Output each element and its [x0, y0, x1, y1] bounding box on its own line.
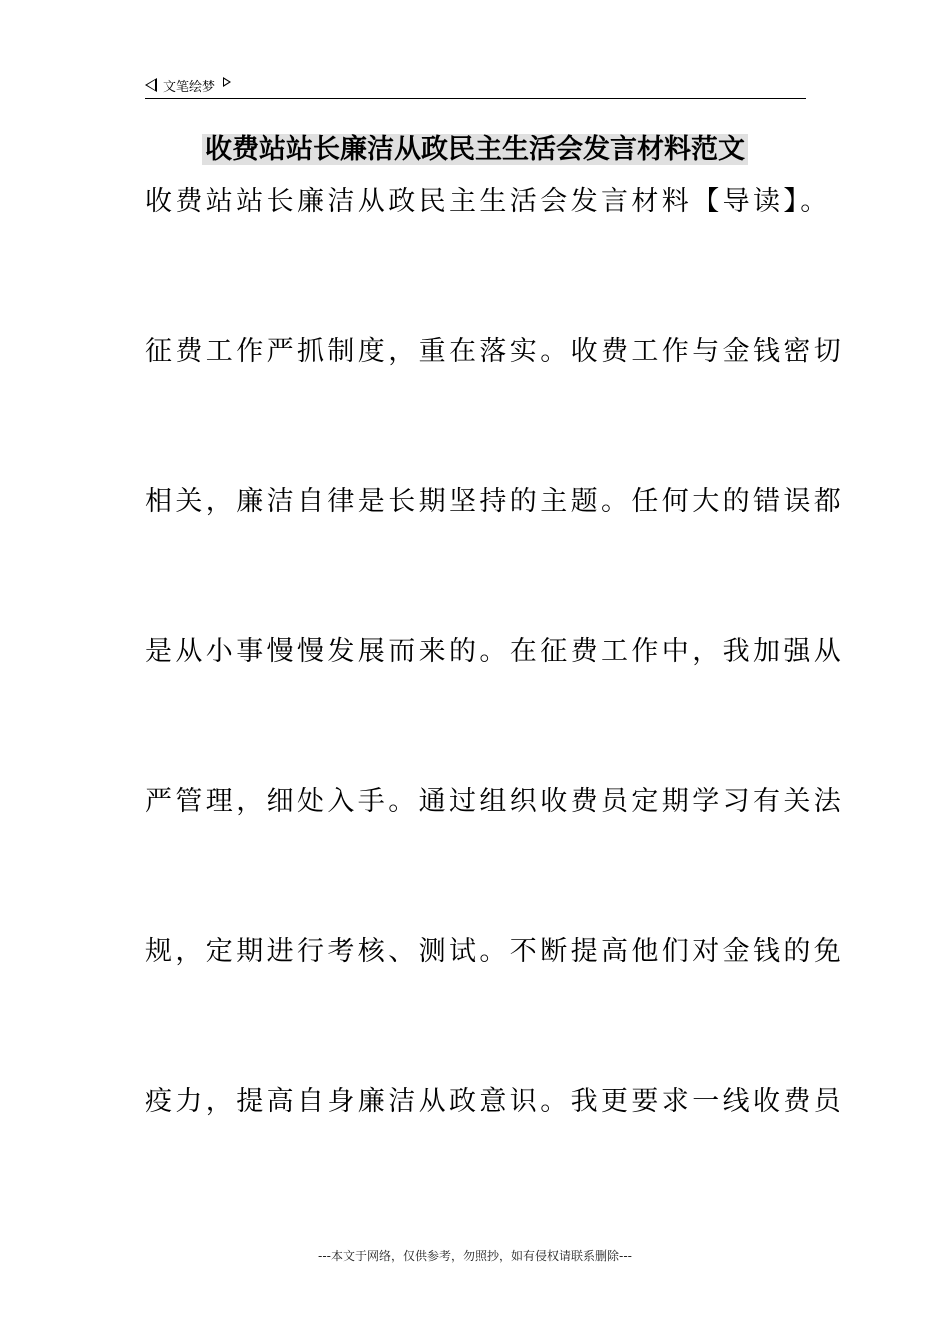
triangle-left-icon: [145, 78, 157, 92]
page-footer: ---本文于网络，仅供参考，勿照抄，如有侵权请联系删除---: [318, 1249, 632, 1263]
body-line: 收费站站长廉洁从政民主生活会发言材料【导读】。: [145, 186, 831, 217]
document-title: [0, 130, 950, 170]
body-line: 规，定期进行考核、测试。不断提高他们对金钱的免: [145, 936, 845, 967]
document-title-text: 收费站站长廉洁从政民主生活会发言材料范文: [202, 134, 748, 165]
body-line: 疫力，提高自身廉洁从政意识。我更要求一线收费员: [145, 1086, 845, 1117]
document-body: [145, 180, 845, 1230]
body-line: 是从小事慢慢发展而来的。在征费工作中，我加强从: [145, 636, 845, 667]
page-header: [145, 74, 806, 99]
body-line: 相关，廉洁自律是长期坚持的主题。任何大的错误都: [145, 486, 845, 517]
body-line: 征费工作严抓制度，重在落实。收费工作与金钱密切: [145, 336, 845, 367]
header-brand: [145, 74, 231, 96]
body-line: 严管理，细处入手。通过组织收费员定期学习有关法: [145, 786, 845, 817]
triangle-right-icon: [223, 77, 231, 87]
brand-label: 文笔绘梦: [163, 79, 216, 95]
